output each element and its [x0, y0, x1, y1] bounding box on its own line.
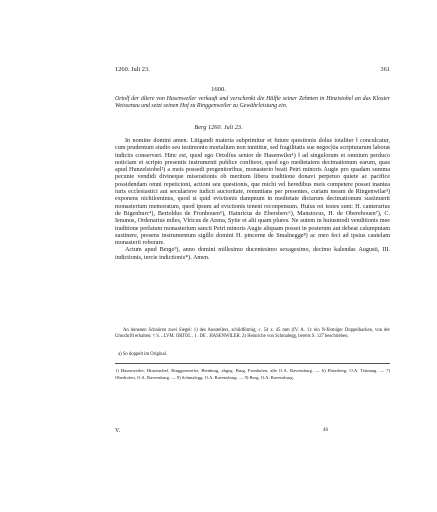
footnote-a: a) So doppelt im Original. [118, 352, 168, 357]
source-note-text: An leinenen Schnüren zwei Siegel: 1) des Ausstellers, schildförmig, c. 54 x. 45 mm (IV. A. 1): ein N-förmiger Doppelhacken, von der Umschrift erhalten: † S…LVM. ORTOL . I . DE . HASENWILER. 2) Heinriche von Schmalegg, bereits S. 127 beschrieben. [115, 328, 390, 340]
running-header [115, 66, 390, 76]
header-date: 1260. Juli 23. [115, 66, 150, 73]
body-paragraph: In nomine domini amen. Litigandi materia subprimitur et future questionis dolus totaliter ‖ conculcatur, cum prudentum studio seu testimonio mortalium non innititur, sed fragilitatis sue negoc|tia scripturarum laborat indiciis conservari. Hinc est, quod ego Ortolfus senior de Hasenwiler¹) ‖ ad singulorum et omnium perduco noticiam et scripto presentis instrumenti publice confiteor, quod ego medietatem decimationum earum, quas apud Hunzelstobel²) a meis possedi progenitoribus, monasterio beati Petri minoris Augie pro quadam summa pecunie vendidi divineque miserationis ob meritum libera traditione donavi perpetuo quiete ac pacifice possidendam omni repeticioni, actioni seu questionis, que michi vel heredibus meis competere posset inantea iuris ecclesiastici aut secularisve iudicii auctoritate, renuntians per presentes, curiam meam de Ringenwilar³) exponens nichilominus, quod si quid evictionis dampnum in medietate dictarum decimationum sustinuerit monasterium memoratum, quod ipsum ad evictionis tenent reconpensum. Huius rei testes sunt: H. camerarius de Bigenburc⁴), Bertoldus de Fronhouen⁵), Hainricus de Ebersberc⁶), Manstocus, H. de Oberehouen⁷), C. Ienunus, Ordenarius miles, Vlricus de Arena, Sytie et alii quam plures. Ne autem in huiusmodi venditionis mee traditione prefatum monasterium sancti Petri minoris Augie aliquam posset in posterum aut debeat calumpniam sustinere, presens instrumentum sigillo domini H. pincerne de Smalnegge⁸) ac meo feci ad ipsius cautelam monasterii roborare. [115, 138, 390, 247]
document-body [115, 138, 390, 262]
signature-mark-left: V. [115, 428, 121, 434]
footnotes-text: 1) Hasenweiler, Hinzistobel, Ringgenweiler, Bienburg, abgeg. Burg, Fronhofen, alle O.A. Ravensburg. — 6) Ebersberg, O.A. Tettnang. — 7) Oberhofen, O.A. Ravensburg. — 8) Schmalegg, O.A. Ravensburg. — 9) Berg, O.A. Ravensburg. [115, 368, 390, 380]
body-paragraph: Actum apud Berge⁹), anno domini millesimo ducentesimo sexagesimo, decimo kalendas Augusti, III. indictionis, tercie indictionis*). Amen. [115, 247, 390, 261]
source-note [115, 328, 390, 341]
footnotes [115, 368, 390, 381]
footnote-divider [115, 363, 390, 364]
page-number: 361 [380, 66, 390, 73]
dateline: Berg 1260. Juli 23. [194, 124, 243, 131]
document-number: 1600. [211, 86, 226, 93]
document-summary: Ortolf der ältere von Hasenweiler verkauft und verschenkt die Hälfte seiner Zehnten in Hinzistobel an das Kloster Weissenau und setzt seinen Hof zu Ringgenweiler zu Gewährleistung ein. [115, 96, 390, 110]
signature-mark-right: 46 [323, 428, 328, 433]
